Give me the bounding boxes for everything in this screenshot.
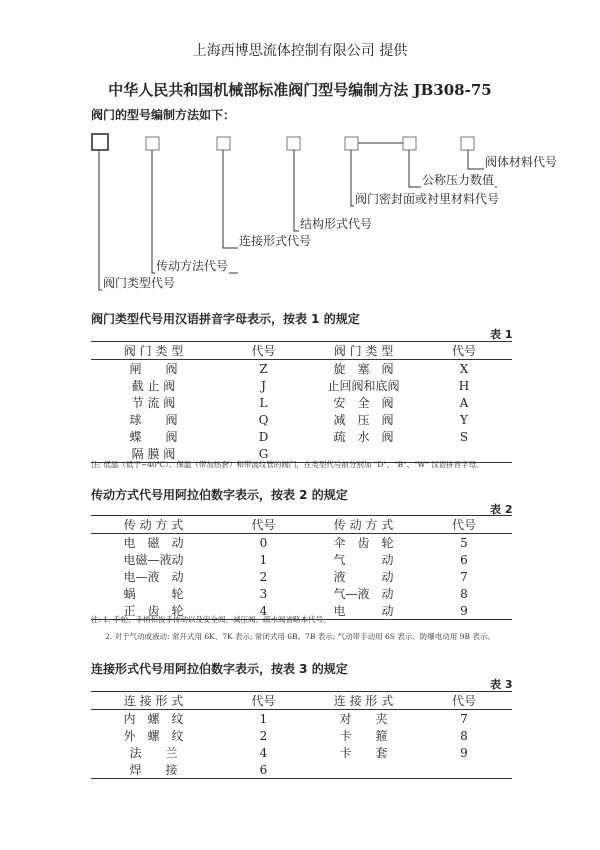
section-3-heading: 连接形式代号用阿拉伯数字表示，按表 3 的规定 bbox=[91, 662, 348, 676]
cell: 1 bbox=[259, 552, 268, 567]
table-row bbox=[91, 534, 512, 552]
table-row bbox=[91, 585, 512, 602]
code-box-drive bbox=[146, 137, 159, 150]
cell: D bbox=[258, 429, 269, 444]
table-1-label: 表 1 bbox=[490, 328, 513, 341]
col-header: 代号 bbox=[416, 692, 512, 710]
leader-structure bbox=[294, 150, 298, 231]
cell: 法 兰 bbox=[129, 746, 178, 760]
cell: 4 bbox=[216, 602, 311, 620]
cell: 2 bbox=[259, 728, 268, 743]
model-code-diagram bbox=[0, 0, 600, 300]
col-header: 代号 bbox=[216, 692, 311, 710]
cell: 截 止 阀 bbox=[131, 379, 176, 393]
table-2-note-2: 2. 对于气动或液动: 常开式用 6K、7K 表示; 常闭式用 6B、7B 表示; 气动带手动用 6S 表示、防爆电动用 9B 表示。 bbox=[105, 632, 495, 641]
cell: Z bbox=[259, 361, 268, 376]
table-row bbox=[91, 727, 512, 744]
table-row bbox=[91, 568, 512, 585]
table-row bbox=[91, 411, 512, 428]
label-structure-form: 结构形式代号 bbox=[300, 217, 373, 231]
cell: 蜗 轮 bbox=[123, 587, 184, 601]
valve-type-table bbox=[91, 341, 512, 463]
cell: 4 bbox=[259, 745, 268, 760]
table-row bbox=[91, 360, 512, 378]
cell: X bbox=[459, 361, 469, 376]
table-row bbox=[91, 551, 512, 568]
cell: 气—液 动 bbox=[333, 587, 394, 601]
cell: 伞 齿 轮 bbox=[333, 536, 394, 550]
table-row bbox=[91, 710, 512, 728]
cell: 0 bbox=[259, 535, 268, 550]
leader-pressure bbox=[409, 150, 420, 187]
connection-form-table bbox=[91, 691, 512, 779]
cell: J bbox=[261, 378, 266, 393]
label-body-material: 阀体材料代号 bbox=[485, 155, 558, 169]
code-box-type bbox=[92, 134, 108, 150]
intro-text: 阀门的型号编制方法如下： bbox=[91, 108, 236, 122]
cell: 止回阀和底阀 bbox=[327, 379, 400, 393]
cell: 旋 塞 阀 bbox=[333, 362, 394, 376]
code-box-body bbox=[461, 137, 474, 150]
cell: 电磁—液动 bbox=[123, 553, 184, 567]
label-valve-type: 阀门类型代号 bbox=[103, 276, 176, 290]
cell: 液 动 bbox=[333, 570, 394, 584]
cell: 5 bbox=[460, 535, 468, 550]
cell: 正 齿 轮 bbox=[91, 602, 216, 620]
cell: H bbox=[458, 378, 470, 393]
cell: Y bbox=[460, 412, 468, 427]
cell: 电—液 动 bbox=[123, 570, 184, 584]
col-header: 传 动 方 式 bbox=[311, 516, 416, 534]
leader-type bbox=[99, 150, 101, 290]
table-row bbox=[91, 761, 512, 779]
cell: 6 bbox=[460, 552, 468, 567]
cell: 8 bbox=[460, 586, 468, 601]
drive-method-table bbox=[91, 515, 512, 620]
table-2-label: 表 2 bbox=[490, 503, 513, 516]
cell: Q bbox=[258, 412, 269, 427]
cell: 疏 水 阀 bbox=[333, 430, 394, 444]
cell: 电 磁 动 bbox=[123, 536, 184, 550]
cell: 卡 套 bbox=[339, 746, 388, 760]
leader-body bbox=[468, 150, 483, 169]
cell: 7 bbox=[460, 569, 468, 584]
code-box-structure bbox=[287, 137, 300, 150]
cell: 蝶 阀 bbox=[129, 430, 178, 444]
cell: 7 bbox=[460, 711, 468, 726]
section-1-heading: 阀门类型代号用汉语拼音字母表示，按表 1 的规定 bbox=[91, 312, 360, 326]
cell: 气 动 bbox=[333, 553, 394, 567]
table-2-note-1: 注: 1. 手轮、手柄和扳手传动以及安全阀、减压阀、疏水阀省略本代号。 bbox=[91, 615, 331, 624]
cell: 闸 阀 bbox=[129, 362, 178, 376]
label-seal-material: 阀门密封面或衬里材料代号 bbox=[355, 192, 500, 206]
col-header: 代号 bbox=[416, 516, 512, 534]
leader-seal bbox=[351, 150, 353, 206]
cell: 对 夹 bbox=[339, 712, 388, 726]
col-header: 连 接 形 式 bbox=[311, 692, 416, 710]
cell: 外 螺 纹 bbox=[123, 729, 184, 743]
cell: 卡 箍 bbox=[339, 729, 388, 743]
col-header: 代号 bbox=[216, 516, 311, 534]
table-1-note: 注: 低温（低于−40℃）、保温（带加热套）和带波纹管的阀门，在类型代号前分别加 "D"、"B"、"W" 汉语拼音字母。 bbox=[91, 460, 484, 469]
cell: 安 全 阀 bbox=[333, 396, 394, 410]
cell: 内 螺 纹 bbox=[123, 712, 184, 726]
col-header: 传 动 方 式 bbox=[91, 516, 216, 534]
col-header: 连 接 形 式 bbox=[91, 692, 216, 710]
table-row bbox=[91, 377, 512, 394]
col-header: 阀 门 类 型 bbox=[91, 342, 216, 360]
cell: 9 bbox=[460, 745, 468, 760]
cell: S bbox=[459, 429, 469, 444]
cell: 8 bbox=[460, 728, 468, 743]
label-drive-method: 传动方法代号 bbox=[156, 259, 229, 273]
label-nominal-pressure: 公称压力数值 bbox=[422, 173, 495, 187]
cell bbox=[311, 761, 416, 779]
col-header: 阀 门 类 型 bbox=[311, 342, 416, 360]
table-row bbox=[91, 394, 512, 411]
cell: G bbox=[216, 445, 311, 463]
table-row bbox=[91, 744, 512, 761]
cell: A bbox=[459, 395, 469, 410]
cell: 9 bbox=[416, 602, 512, 620]
cell: 减 压 阀 bbox=[333, 413, 394, 427]
table-row bbox=[91, 428, 512, 445]
code-box-pressure bbox=[403, 137, 416, 150]
table-3-label: 表 3 bbox=[490, 678, 513, 691]
cell: 隔 膜 阀 bbox=[91, 445, 216, 463]
cell: 3 bbox=[259, 586, 268, 601]
cell: 焊 接 bbox=[91, 761, 216, 779]
section-2-heading: 传动方式代号用阿拉伯数字表示，按表 2 的规定 bbox=[91, 488, 348, 502]
document-title: 中华人民共和国机械部标准阀门型号编制方法 JB308-75 bbox=[108, 81, 492, 99]
cell: 6 bbox=[216, 761, 311, 779]
col-header: 代号 bbox=[416, 342, 512, 360]
cell bbox=[416, 761, 512, 779]
cell: 球 阀 bbox=[129, 413, 178, 427]
cell: 节 流 阀 bbox=[131, 396, 176, 410]
code-box-connection bbox=[217, 137, 230, 150]
cell: 电 动 bbox=[311, 602, 416, 620]
leader-drive bbox=[152, 150, 154, 273]
provider-line: 上海西博思流体控制有限公司 提供 bbox=[192, 43, 408, 59]
cell: L bbox=[259, 395, 268, 410]
cell: 2 bbox=[259, 569, 268, 584]
cell: 1 bbox=[259, 711, 268, 726]
label-connection-form: 连接形式代号 bbox=[239, 234, 312, 248]
col-header: 代号 bbox=[216, 342, 311, 360]
leader-connection bbox=[223, 150, 237, 248]
code-box-seal bbox=[345, 137, 358, 150]
